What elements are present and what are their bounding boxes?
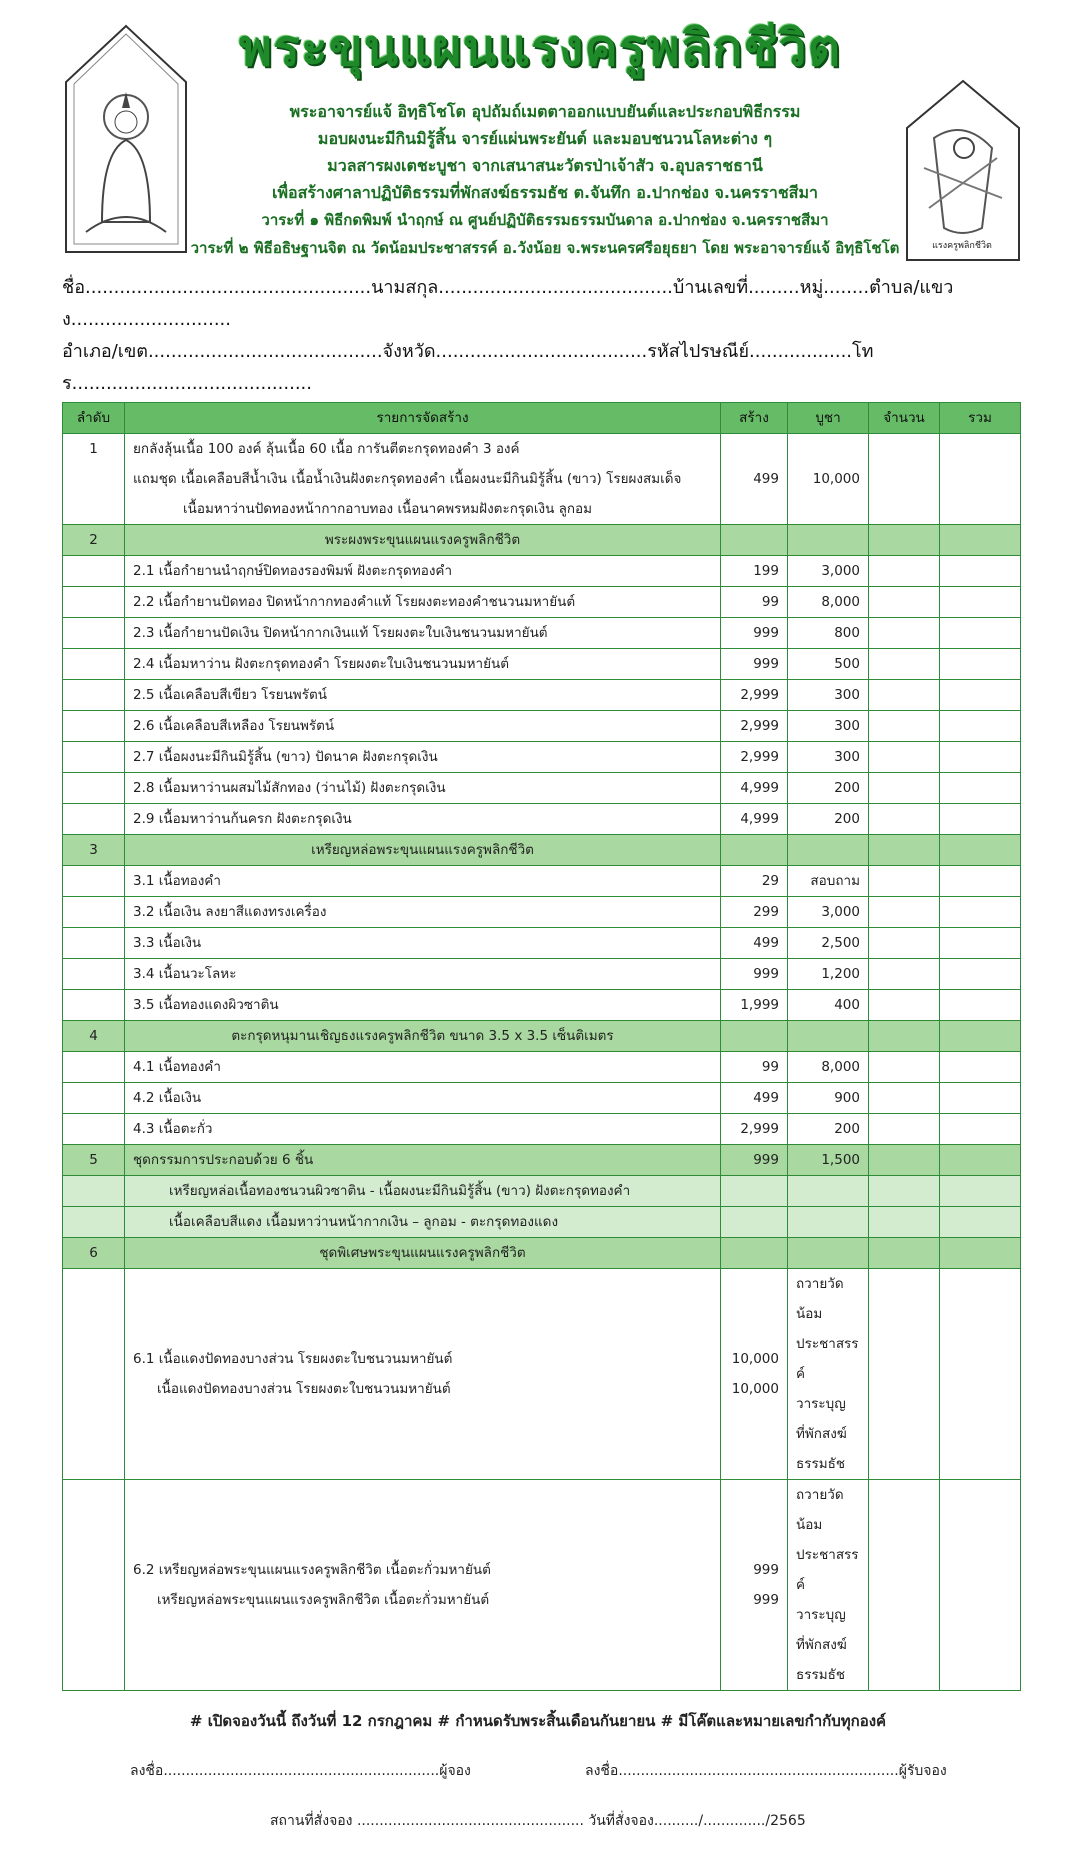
table-row	[63, 1114, 1021, 1145]
table-row	[63, 1207, 1021, 1238]
row-total	[940, 711, 1021, 742]
row-number	[63, 866, 125, 897]
row-price	[788, 835, 869, 866]
row-quantity-input[interactable]	[869, 434, 940, 525]
row-made-count: 499	[721, 1083, 788, 1114]
order-table	[62, 402, 1021, 1691]
col-header-quantity: จำนวน	[869, 403, 940, 434]
row-description	[125, 1238, 721, 1269]
row-total	[940, 928, 1021, 959]
row-total	[940, 866, 1021, 897]
table-row	[63, 680, 1021, 711]
row-description	[125, 959, 721, 990]
cell-line: ตะกรุดหนุมานเชิญธงแรงครูพลิกชีวิต ขนาด 3.5 x 3.5 เซ็นติเมตร	[231, 1028, 614, 1044]
row-number	[63, 1269, 125, 1480]
table-row	[63, 897, 1021, 928]
row-total	[940, 1269, 1021, 1480]
row-number	[63, 928, 125, 959]
row-quantity-input[interactable]	[869, 897, 940, 928]
cell-line: ชุดกรรมการประกอบด้วย 6 ชิ้น	[133, 1152, 314, 1168]
row-price: 300	[788, 711, 869, 742]
row-number	[63, 711, 125, 742]
row-number	[63, 990, 125, 1021]
row-made-count: 999	[721, 618, 788, 649]
row-description	[125, 866, 721, 897]
row-description	[125, 773, 721, 804]
row-quantity-input[interactable]	[869, 928, 940, 959]
row-total	[940, 649, 1021, 680]
cell-line: 999	[753, 1592, 779, 1608]
row-total	[940, 959, 1021, 990]
booking-notice: # เปิดจองวันนี้ ถึงวันที่ 12 กรกฎาคม # กำหนดรับพระสิ้นเดือนกันยายน # มีโค๊ตและหมายเลขกำกับทุกองค์	[189, 1712, 887, 1730]
col-header-made: สร้าง	[721, 403, 788, 434]
cell-line: เนื้อมหาว่านปัดทองหน้ากากอาบทอง เนื้อนาคพรหมฝังตะกรุดเงิน ลูกอม	[183, 501, 593, 517]
row-quantity-input[interactable]	[869, 1238, 940, 1269]
row-price: 1,500	[788, 1145, 869, 1176]
cell-line: เนื้อแดงปัดทองบางส่วน โรยผงตะใบชนวนมหายันต์	[157, 1381, 451, 1397]
row-number	[63, 773, 125, 804]
table-row	[63, 711, 1021, 742]
cell-line: 4.2 เนื้อเงิน	[133, 1090, 202, 1106]
row-number	[63, 1480, 125, 1691]
cell-line: 3.1 เนื้อทองคำ	[133, 873, 221, 889]
cell-line: 2.1 เนื้อกำยานนำฤกษ์ปิดทองรองพิมพ์ ฝังตะกรุดทองคำ	[133, 563, 453, 579]
table-row	[63, 1083, 1021, 1114]
hanuman-image	[904, 78, 1022, 263]
row-number	[63, 1083, 125, 1114]
cell-line: 2.4 เนื้อมหาว่าน ฝังตะกรุดทองคำ โรยผงตะใบเงินชนวนมหายันต์	[133, 656, 509, 672]
subtitle-block	[190, 98, 900, 262]
row-total	[940, 525, 1021, 556]
row-total	[940, 1238, 1021, 1269]
table-row	[63, 928, 1021, 959]
row-quantity-input[interactable]	[869, 773, 940, 804]
cell-line: วาระบุญที่พักสงฆ์ธรรมธัช	[796, 1607, 847, 1683]
col-header-item: รายการจัดสร้าง	[125, 403, 721, 434]
row-total	[940, 1207, 1021, 1238]
row-made-count: 999	[721, 959, 788, 990]
row-price	[788, 1207, 869, 1238]
row-made-count: 999	[721, 649, 788, 680]
row-description	[125, 525, 721, 556]
row-number	[63, 587, 125, 618]
row-description	[125, 1114, 721, 1145]
row-total	[940, 804, 1021, 835]
row-made-count	[721, 1176, 788, 1207]
row-made-count	[721, 835, 788, 866]
row-price: 300	[788, 742, 869, 773]
customer-info-line1[interactable]: ชื่อ..................................................นามสกุล.........................................บ้านเลขที่.........หมู่........ตำบล/แขวง............................	[62, 277, 954, 330]
row-total	[940, 1052, 1021, 1083]
row-total	[940, 1176, 1021, 1207]
row-description	[125, 1021, 721, 1052]
cell-line: 6.2 เหรียญหล่อพระขุนแผนแรงครูพลิกชีวิต เนื้อตะกั่วมหายันต์	[133, 1562, 491, 1578]
row-price: 500	[788, 649, 869, 680]
customer-info	[62, 272, 1020, 400]
row-price	[788, 1021, 869, 1052]
row-description	[125, 649, 721, 680]
row-price: 200	[788, 804, 869, 835]
cell-line: ชุดพิเศษพระขุนแผนแรงครูพลิกชีวิต	[319, 1245, 526, 1261]
row-quantity-input[interactable]	[869, 1176, 940, 1207]
row-made-count: 99	[721, 587, 788, 618]
table-row	[63, 990, 1021, 1021]
subtitle-line: เพื่อสร้างศาลาปฏิบัติธรรมที่พักสงฆ์ธรรมธัช ต.จันทึก อ.ปากช่อง จ.นครราชสีมา	[272, 183, 818, 202]
table-row	[63, 1480, 1021, 1691]
cell-line: พระผงพระขุนแผนแรงครูพลิกชีวิต	[324, 532, 521, 548]
customer-info-line2[interactable]: อำเภอ/เขต.........................................จังหวัด.....................................รหัสไปรษณีย์..................โทร..........................................	[62, 341, 874, 394]
row-price: 2,500	[788, 928, 869, 959]
row-quantity-input[interactable]	[869, 1021, 940, 1052]
row-made-count	[721, 1480, 788, 1691]
row-description	[125, 1052, 721, 1083]
row-total	[940, 680, 1021, 711]
row-number: 6	[63, 1238, 125, 1269]
row-price	[788, 525, 869, 556]
row-quantity-input[interactable]	[869, 618, 940, 649]
row-quantity-input[interactable]	[869, 866, 940, 897]
cell-line: 3.5 เนื้อทองแดงผิวซาติน	[133, 997, 279, 1013]
row-quantity-input[interactable]	[869, 990, 940, 1021]
row-quantity-input[interactable]	[869, 556, 940, 587]
row-price: 300	[788, 680, 869, 711]
cell-line: ถวายวัดน้อมประชาสรรค์	[796, 1276, 859, 1382]
row-quantity-input[interactable]	[869, 835, 940, 866]
row-made-count	[721, 1238, 788, 1269]
row-made-count: 1,999	[721, 990, 788, 1021]
cell-line: 6.1 เนื้อแดงปัดทองบางส่วน โรยผงตะใบชนวนมหายันต์	[133, 1351, 453, 1367]
cell-line: เหรียญหล่อพระขุนแผนแรงครูพลิกชีวิต เนื้อตะกั่วมหายันต์	[157, 1592, 490, 1608]
row-description	[125, 1083, 721, 1114]
row-made-count: 4,999	[721, 804, 788, 835]
row-description	[125, 587, 721, 618]
row-total	[940, 990, 1021, 1021]
row-description	[125, 711, 721, 742]
row-description	[125, 897, 721, 928]
cell-line: เนื้อเคลือบสีแดง เนื้อมหาว่านหน้ากากเงิน – ลูกอม - ตะกรุดทองแดง	[169, 1214, 559, 1230]
row-quantity-input[interactable]	[869, 1114, 940, 1145]
row-quantity-input[interactable]	[869, 1480, 940, 1691]
row-made-count	[721, 525, 788, 556]
row-price	[788, 1176, 869, 1207]
table-row	[63, 1269, 1021, 1480]
row-number: 1	[63, 434, 125, 525]
cell-line: 2.8 เนื้อมหาว่านผสมไม้สักทอง (ว่านไม้) ฝังตะกรุดเงิน	[133, 780, 446, 796]
row-total	[940, 1083, 1021, 1114]
cell-line: เหรียญหล่อพระขุนแผนแรงครูพลิกชีวิต	[311, 842, 534, 858]
row-number	[63, 1114, 125, 1145]
table-row	[63, 804, 1021, 835]
row-price: 1,200	[788, 959, 869, 990]
row-number: 2	[63, 525, 125, 556]
row-quantity-input[interactable]	[869, 1269, 940, 1480]
row-number	[63, 1176, 125, 1207]
signature-row	[130, 1761, 1020, 1781]
order-place-date[interactable]: สถานที่สั่งจอง ................................................... วันที่สั่งจอง........../............../2565	[270, 1813, 806, 1829]
row-made-count	[721, 1207, 788, 1238]
row-quantity-input[interactable]	[869, 959, 940, 990]
cell-line: 2.3 เนื้อกำยานปัดเงิน ปิดหน้ากากเงินแท้ โรยผงตะใบเงินชนวนมหายันต์	[133, 625, 548, 641]
table-row	[63, 742, 1021, 773]
row-total	[940, 556, 1021, 587]
row-total	[940, 618, 1021, 649]
table-row	[63, 649, 1021, 680]
row-quantity-input[interactable]	[869, 587, 940, 618]
row-total	[940, 742, 1021, 773]
row-description	[125, 928, 721, 959]
row-total	[940, 587, 1021, 618]
table-row	[63, 835, 1021, 866]
cell-line: 3.2 เนื้อเงิน ลงยาสีแดงทรงเครื่อง	[133, 904, 327, 920]
row-made-count: 2,999	[721, 680, 788, 711]
cell-line: แถมชุด เนื้อเคลือบสีน้ำเงิน เนื้อน้ำเงินฝังตะกรุดทองคำ เนื้อผงนะมีกินมิรู้สิ้น (ขาว) โรยผงสมเด็จ	[133, 471, 682, 487]
row-made-count: 999	[721, 1145, 788, 1176]
row-number	[63, 897, 125, 928]
row-made-count: 29	[721, 866, 788, 897]
row-number	[63, 804, 125, 835]
row-number	[63, 1052, 125, 1083]
row-quantity-input[interactable]	[869, 711, 940, 742]
subtitle-line: วาระที่ ๑ พิธีกดพิมพ์ นำฤกษ์ ณ ศูนย์ปฏิบัติธรรมธรรมบันดาล อ.ปากช่อง จ.นครราชสีมา	[261, 211, 829, 229]
cell-line: 4.1 เนื้อทองคำ	[133, 1059, 221, 1075]
cell-line: 999	[753, 1562, 779, 1578]
row-made-count	[721, 1021, 788, 1052]
cell-line: 2.6 เนื้อเคลือบสีเหลือง โรยนพรัตน์	[133, 718, 335, 734]
table-row	[63, 959, 1021, 990]
row-number	[63, 649, 125, 680]
row-made-count: 99	[721, 1052, 788, 1083]
table-row	[63, 773, 1021, 804]
cell-line: 2.7 เนื้อผงนะมีกินมิรู้สิ้น (ขาว) ปัดนาค ฝังตะกรุดเงิน	[133, 749, 438, 765]
row-total	[940, 1145, 1021, 1176]
table-row	[63, 618, 1021, 649]
row-made-count: 2,999	[721, 711, 788, 742]
row-description	[125, 618, 721, 649]
row-quantity-input[interactable]	[869, 1052, 940, 1083]
cell-line: วาระบุญที่พักสงฆ์ธรรมธัช	[796, 1396, 847, 1472]
cell-line: 2.9 เนื้อมหาว่านก้นครก ฝังตะกรุดเงิน	[133, 811, 352, 827]
receiver-signature[interactable]: ลงชื่อ...............................................................ผู้รับจอง	[585, 1763, 947, 1779]
cell-line: 10,000	[731, 1351, 779, 1367]
row-price: 3,000	[788, 897, 869, 928]
row-total	[940, 1021, 1021, 1052]
row-description	[125, 742, 721, 773]
row-price: 200	[788, 773, 869, 804]
buddha-image	[62, 22, 190, 257]
row-quantity-input[interactable]	[869, 804, 940, 835]
row-quantity-input[interactable]	[869, 525, 940, 556]
row-description	[125, 804, 721, 835]
table-row	[63, 1021, 1021, 1052]
row-price: 400	[788, 990, 869, 1021]
row-description	[125, 835, 721, 866]
row-price	[788, 1269, 869, 1480]
cell-line: 3.3 เนื้อเงิน	[133, 935, 202, 951]
table-row	[63, 1176, 1021, 1207]
row-made-count: 299	[721, 897, 788, 928]
row-number	[63, 1207, 125, 1238]
row-total	[940, 897, 1021, 928]
row-quantity-input[interactable]	[869, 1083, 940, 1114]
table-row	[63, 1238, 1021, 1269]
table-row	[63, 1145, 1021, 1176]
row-price: 3,000	[788, 556, 869, 587]
row-quantity-input[interactable]	[869, 742, 940, 773]
row-price: 900	[788, 1083, 869, 1114]
row-price: 8,000	[788, 587, 869, 618]
row-description	[125, 434, 721, 525]
col-header-no: ลำดับ	[63, 403, 125, 434]
image-caption: แรงครูพลิกชีวิต	[932, 241, 992, 251]
row-price	[788, 1480, 869, 1691]
row-price	[788, 1238, 869, 1269]
row-price: 10,000	[788, 434, 869, 525]
row-description	[125, 1207, 721, 1238]
row-made-count: 2,999	[721, 1114, 788, 1145]
row-total	[940, 835, 1021, 866]
table-row	[63, 866, 1021, 897]
row-description	[125, 990, 721, 1021]
row-description	[125, 1176, 721, 1207]
row-total	[940, 1114, 1021, 1145]
row-quantity-input[interactable]	[869, 1207, 940, 1238]
row-description	[125, 1145, 721, 1176]
col-header-price: บูชา	[788, 403, 869, 434]
row-made-count	[721, 1269, 788, 1480]
row-number	[63, 618, 125, 649]
table-row	[63, 434, 1021, 525]
table-row	[63, 525, 1021, 556]
row-total	[940, 773, 1021, 804]
row-number	[63, 556, 125, 587]
table-row	[63, 556, 1021, 587]
table-header-row	[63, 403, 1021, 434]
row-made-count: 199	[721, 556, 788, 587]
subtitle-line: มอบผงนะมีกินมิรู้สิ้น จารย์แผ่นพระยันต์ และมอบชนวนโลหะต่าง ๆ	[317, 129, 773, 148]
row-description	[125, 1269, 721, 1480]
row-description	[125, 1480, 721, 1691]
row-price: สอบถาม	[788, 866, 869, 897]
booker-signature[interactable]: ลงชื่อ..............................................................ผู้จอง	[130, 1763, 471, 1779]
row-number: 5	[63, 1145, 125, 1176]
row-made-count: 499	[721, 434, 788, 525]
row-price: 200	[788, 1114, 869, 1145]
subtitle-line: วาระที่ ๒ พิธีอธิษฐานจิต ณ วัดน้อมประชาสรรค์ อ.วังน้อย จ.พระนครศรีอยุธยา โดย พระอาจารย์แจ้ อิทฺธิโชโต	[190, 239, 900, 257]
cell-line: เหรียญหล่อเนื้อทองชนวนผิวซาติน - เนื้อผงนะมีกินมิรู้สิ้น (ขาว) ฝังตะกรุดทองคำ	[169, 1183, 631, 1199]
subtitle-line: พระอาจารย์แจ้ อิทฺธิโชโต อุปถัมถ์เมตตาออกแบบยันต์และประกอบพิธีกรรม	[289, 102, 801, 121]
row-description	[125, 680, 721, 711]
row-quantity-input[interactable]	[869, 680, 940, 711]
col-header-total: รวม	[940, 403, 1021, 434]
row-description	[125, 556, 721, 587]
table-row	[63, 587, 1021, 618]
row-total	[940, 434, 1021, 525]
row-made-count: 499	[721, 928, 788, 959]
row-number: 4	[63, 1021, 125, 1052]
cell-line: 3.4 เนื้อนวะโลหะ	[133, 966, 237, 982]
table-row	[63, 1052, 1021, 1083]
row-made-count: 2,999	[721, 742, 788, 773]
row-number	[63, 680, 125, 711]
cell-line: 4.3 เนื้อตะกั่ว	[133, 1121, 213, 1137]
row-total	[940, 1480, 1021, 1691]
row-quantity-input[interactable]	[869, 1145, 940, 1176]
cell-line: 2.2 เนื้อกำยานปัดทอง ปิดหน้ากากทองคำแท้ โรยผงตะทองคำชนวนมหายันต์	[133, 594, 576, 610]
cell-line: ถวายวัดน้อมประชาสรรค์	[796, 1487, 859, 1593]
row-price: 8,000	[788, 1052, 869, 1083]
row-price: 800	[788, 618, 869, 649]
page-title: พระขุนแผนแรงครูพลิกชีวิต	[239, 19, 841, 77]
row-number: 3	[63, 835, 125, 866]
row-made-count: 4,999	[721, 773, 788, 804]
cell-line: 2.5 เนื้อเคลือบสีเขียว โรยนพรัตน์	[133, 687, 327, 703]
subtitle-line: มวลสารผงเตชะบูชา จากเสนาสนะวัตรป่าเจ้าสัว จ.อุบลราชธานี	[327, 156, 763, 175]
cell-line: ยกลังลุ้นเนื้อ 100 องค์ ลุ้นเนื้อ 60 เนื้อ การันตีตะกรุดทองคำ 3 องค์	[133, 441, 520, 457]
row-number	[63, 959, 125, 990]
row-number	[63, 742, 125, 773]
row-quantity-input[interactable]	[869, 649, 940, 680]
cell-line: 10,000	[731, 1381, 779, 1397]
